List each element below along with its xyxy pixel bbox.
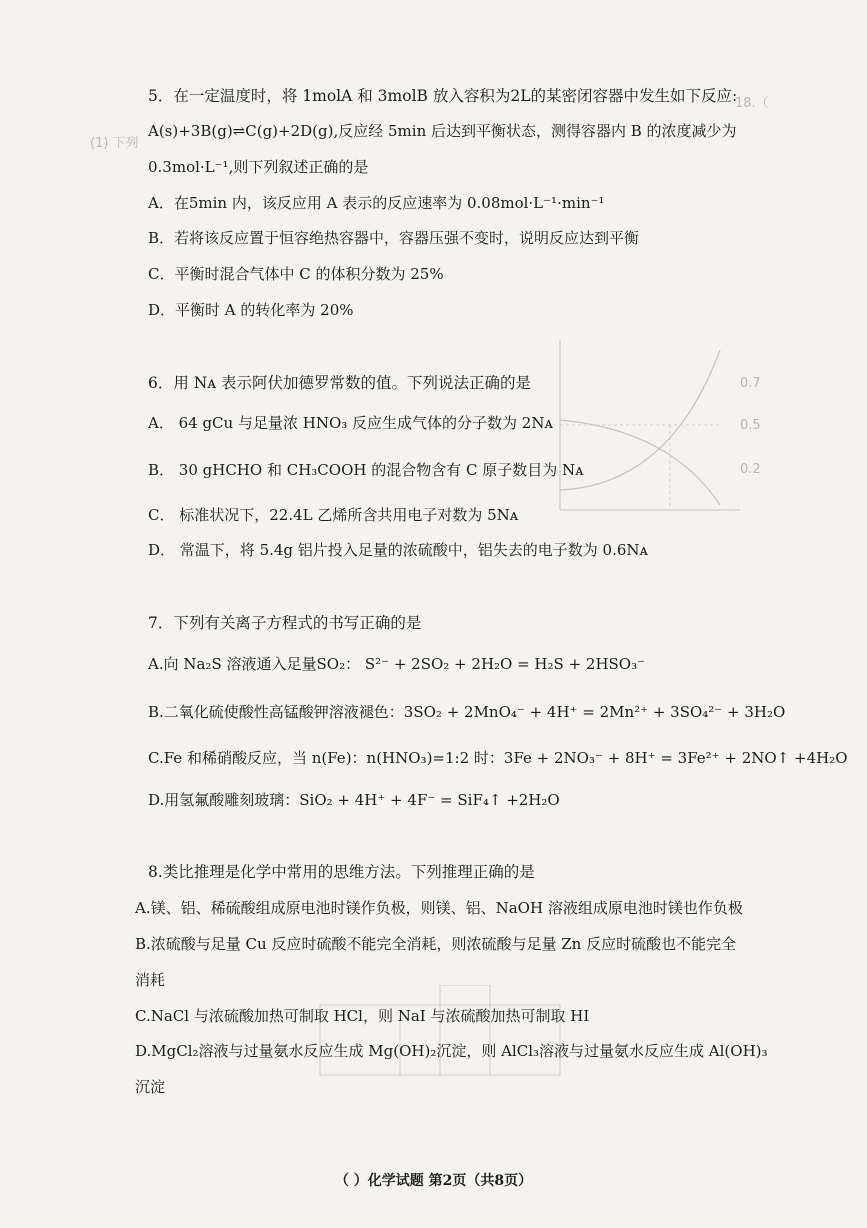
q8-stem: 8.类比推理是化学中常用的思维方法。下列推理正确的是 [148, 863, 535, 881]
q6-option-c: C． 标准状况下，22.4L 乙烯所含共用电子对数为 5Nᴀ [148, 506, 519, 524]
q5-stem-line-1: 5．在一定温度时，将 1molA 和 3molB 放入容积为2L的某密闭容器中发生如下反应: [148, 87, 738, 105]
page-footer: （ ）化学试题 第2页（共8页） [334, 1173, 533, 1189]
bleed-through-text: 0.7 [740, 376, 761, 391]
q5-option-a: A．在5min 内，该反应用 A 表示的反应速率为 0.08mol·L⁻¹·min⁻¹ [148, 194, 605, 212]
bleed-through-text: 0.2 [740, 462, 761, 477]
bleed-through-text: 18.（ [735, 96, 769, 111]
q5-stem-line-2: A(s)+3B(g)⇌C(g)+2D(g),反应经 5min 后达到平衡状态，测得容器内 B 的浓度减少为 [148, 122, 737, 140]
q7-option-a: A.向 Na₂S 溶液通入足量SO₂： S²⁻ + 2SO₂ + 2H₂O = H₂S + 2HSO₃⁻ [148, 655, 646, 673]
q6-option-b: B． 30 gHCHO 和 CH₃COOH 的混合物含有 C 原子数目为 Nᴀ [148, 461, 584, 479]
q8-option-a: A.镁、铝、稀硫酸组成原电池时镁作负极，则镁、铝、NaOH 溶液组成原电池时镁也作负极 [135, 899, 743, 917]
q7-option-c: C.Fe 和稀硝酸反应，当 n(Fe)：n(HNO₃)=1:2 时：3Fe + 2NO₃⁻ + 8H⁺ = 3Fe²⁺ + 2NO↑ +4H₂O [148, 749, 848, 767]
bleed-through-text: (1) 下列 [90, 136, 139, 151]
bleed-through-apparatus [300, 985, 580, 1095]
q8-option-d-cont: 沉淀 [135, 1078, 166, 1096]
q5-stem-line-3: 0.3mol·L⁻¹,则下列叙述正确的是 [148, 158, 369, 176]
q7-stem: 7．下列有关离子方程式的书写正确的是 [148, 614, 422, 632]
q8-option-c: C.NaCl 与浓硫酸加热可制取 HCl，则 NaI 与浓硫酸加热可制取 HI [135, 1007, 590, 1025]
bleed-through-graph [520, 330, 750, 530]
q5-option-b: B．若将该反应置于恒容绝热容器中，容器压强不变时，说明反应达到平衡 [148, 229, 640, 247]
q5-option-c: C．平衡时混合气体中 C 的体积分数为 25% [148, 265, 444, 283]
bleed-through-text: 0.5 [740, 418, 761, 433]
q6-option-d: D． 常温下，将 5.4g 铝片投入足量的浓硫酸中，铝失去的电子数为 0.6Nᴀ [148, 541, 649, 559]
q8-option-b-cont: 消耗 [135, 971, 166, 989]
q5-option-d: D．平衡时 A 的转化率为 20% [148, 301, 354, 319]
q6-option-a: A． 64 gCu 与足量浓 HNO₃ 反应生成气体的分子数为 2Nᴀ [148, 414, 553, 432]
q7-option-d: D.用氢氟酸雕刻玻璃：SiO₂ + 4H⁺ + 4F⁻ = SiF₄↑ +2H₂O [148, 791, 560, 809]
q6-stem: 6．用 Nᴀ 表示阿伏加德罗常数的值。下列说法正确的是 [148, 374, 532, 392]
q7-option-b: B.二氧化硫使酸性高锰酸钾溶液褪色：3SO₂ + 2MnO₄⁻ + 4H⁺ = 2Mn²⁺ + 3SO₄²⁻ + 3H₂O [148, 703, 786, 721]
q8-option-d: D.MgCl₂溶液与过量氨水反应生成 Mg(OH)₂沉淀，则 AlCl₃溶液与过量氨水反应生成 Al(OH)₃ [135, 1042, 768, 1060]
q8-option-b: B.浓硫酸与足量 Cu 反应时硫酸不能完全消耗，则浓硫酸与足量 Zn 反应时硫酸也不能完全 [135, 935, 737, 953]
